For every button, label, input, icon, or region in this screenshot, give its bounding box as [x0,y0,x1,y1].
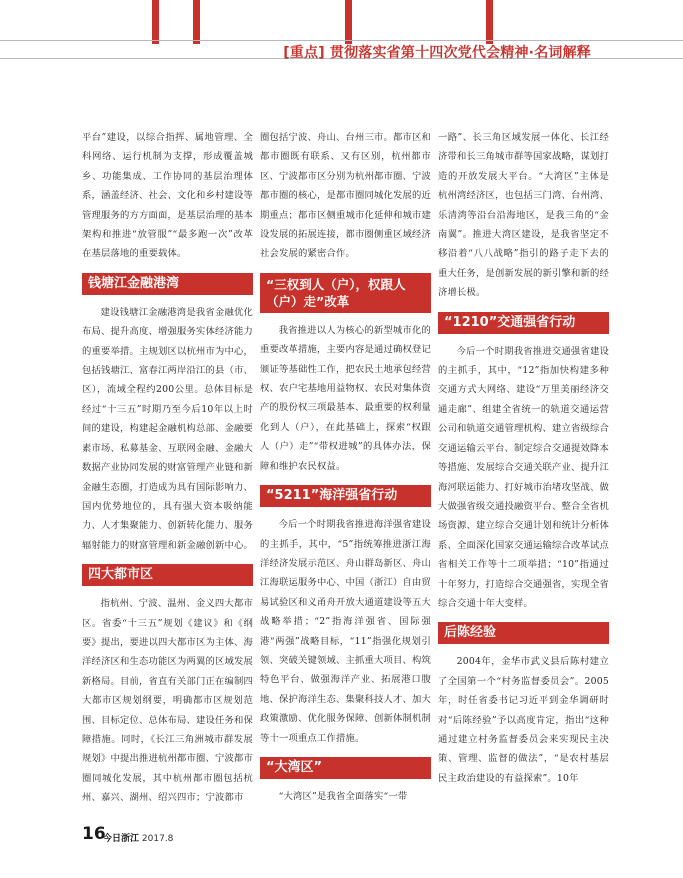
header-decor-bar [152,0,159,44]
section-banner: [重点] 贯彻落实省第十四次党代会精神·名词解释 [283,45,591,61]
paragraph: 建设钱塘江金融港湾是我省金融优化布局、提升高度、增强服务实体经济能力的重要举措。主规划区以杭州市为中心，包括钱塘江、富春江两岸沿江的县（市、区），流域全程约200公里。总体目标是经过“十三五”时期乃至今后10年以上时间的建设，构建起金融机构总部、金融要素市场、私募基金、互联网金融、金融大数据产业协同发展的财富管理产业链和新金融生态圈，打造成为具有国际影响力、国内优势地位的，具有强大资本吸纳能力、人才集聚能力、创新转化能力、服务辐射能力的财富管理和新金融创新中心。 [82,306,253,551]
page-number: 16 [82,824,106,844]
paragraph: 圈包括宁波、舟山、台州三市。都市区和都市圈既有联系、又有区别，杭州都市区、宁波都市区分别为杭州都市圈、宁波都市圈的核心，是都市圈同城化发展的近期重点；都市区侧重城市化延伸和城市建设发展的拓展连接，都市圈侧重区域经济社会发展的紧密合作。 [260,132,431,260]
paragraph: 指杭州、宁波、温州、金义四大都市区。省委“十三五”规划《建议》和《纲要》提出，要进以四大都市区为主体、海洋经济区和生态功能区为两翼的区域发展新格局。目前，省直有关部门正在编制四大都市区规划纲要，明确都市区规划范围、目标定位、总体布局、建设任务和保障措施。同时，《长江三角洲城市群发展规划》中提出推进杭州都市圈、宁波都市圈同城化发展，其中杭州都市圈包括杭州、嘉兴、湖州、绍兴四市；宁波都市 [82,598,253,804]
term-heading: 后陈经验 [438,622,609,644]
paragraph: 平台”建设，以综合指挥、属地管理、全科网络、运行机制为支撑，形成覆盖城乡、功能集成、工作协同的基层治理体系，涵盖经济、社会、文化和乡村建设等管理服务的方方面面，是基层治理的基本架构和推进“放管服”“最多跑一次”改革在基层落地的重要载体。 [82,132,253,260]
term-heading: 钱塘江金融港湾 [82,273,253,295]
paragraph: 我省推进以人为核心的新型城市化的重要改革措施，主要内容是通过确权登记颁证等基础性工作，把农民土地承包经营权、农户宅基地用益物权、农民对集体资产的股份权三项最基本、最重要的权利量化到人（户），在此基础上，探索“权跟人（户）走”“带权进城”的具体办法，保障和维护农民权益。 [260,324,431,472]
column-right [438,128,609,788]
header-decor-bar [486,0,493,44]
footer-masthead [103,831,173,844]
paragraph: 2004年，金华市武义县后陈村建立了全国第一个“村务监督委员会”。2005年，时任省委书记习近平到金华调研时对“后陈经验”予以高度肯定，指出“这种通过建立村务监督委员会来实现民主决策、管理、监督的做法”，“是农村基层民主政治建设的有益探索”。10年 [438,656,609,784]
issue-date: 2017.8 [141,834,174,844]
term-heading: “大湾区” [260,757,431,779]
paragraph: 一路”、长三角区域发展一体化、长江经济带和长三角城市群等国家战略，谋划打造的开放发展大平台。“大湾区”主体是杭州湾经济区，也包括三门湾、台州湾、乐清湾等沿台沿海地区，是我三角的“金南翼”。推进大湾区建设，是我省坚定不移沿着“八八战略”指引的路子走下去的重大任务，是创新发展的新引擎和新的经济增长极。 [438,132,609,299]
header-decor-bar [345,0,352,44]
header-decor-bar [193,0,200,44]
header-rule [0,40,683,41]
term-heading: “5211”海洋强省行动 [260,485,431,507]
magazine-name: 今日浙江 [103,834,140,844]
column-left [82,128,253,808]
column-middle [260,128,431,806]
paragraph: 今后一个时期我省推进海洋强省建设的主抓手，其中，“5”指统筹推进浙江海洋经济发展示范区、舟山群岛新区、舟山江海联运服务中心、中国（浙江）自由贸易试验区和义甬舟开放大通道建设等五大战略举措；“2”指海洋强省、国际强港“两强”战略目标，“11”指强化规划引领、突破关键领域、主抓重大项目、构筑特色平台、做强海洋产业、拓展港口腹地、保护海洋生态、集聚科技人才、加大政策激励、优化服务保障、创新体制机制等十一项重点工作措施。 [260,519,431,744]
paragraph: 今后一个时期我省推进交通强省建设的主抓手，其中，“12”指加快构建多种交通方式大网络、建设“万里美丽经济交通走廊”、组建全省统一的轨道交通运营公司和轨道交通管理机构、建立省级综合交通运输云平台、制定综合交通提效降本等措施、发展综合交通关联产业、提升江海河联运能力、打好城市治堵攻坚战、做大做强省级交通投融资平台、整合全省机场资源、建立综合交通计划和统计分析体系、全面深化国家交通运输综合改革试点省相关工作等十二项举措；“10”指通过十年努力，打造综合交通强省，实现全省综合交通十年大变样。 [438,345,609,609]
term-heading: “三权到人（户），权跟人（户）走”改革 [260,273,431,313]
paragraph: “大湾区”是我省全面落实“一带 [278,790,408,802]
term-heading: 四大都市区 [82,564,253,586]
term-heading: “1210”交通强省行动 [438,312,609,334]
